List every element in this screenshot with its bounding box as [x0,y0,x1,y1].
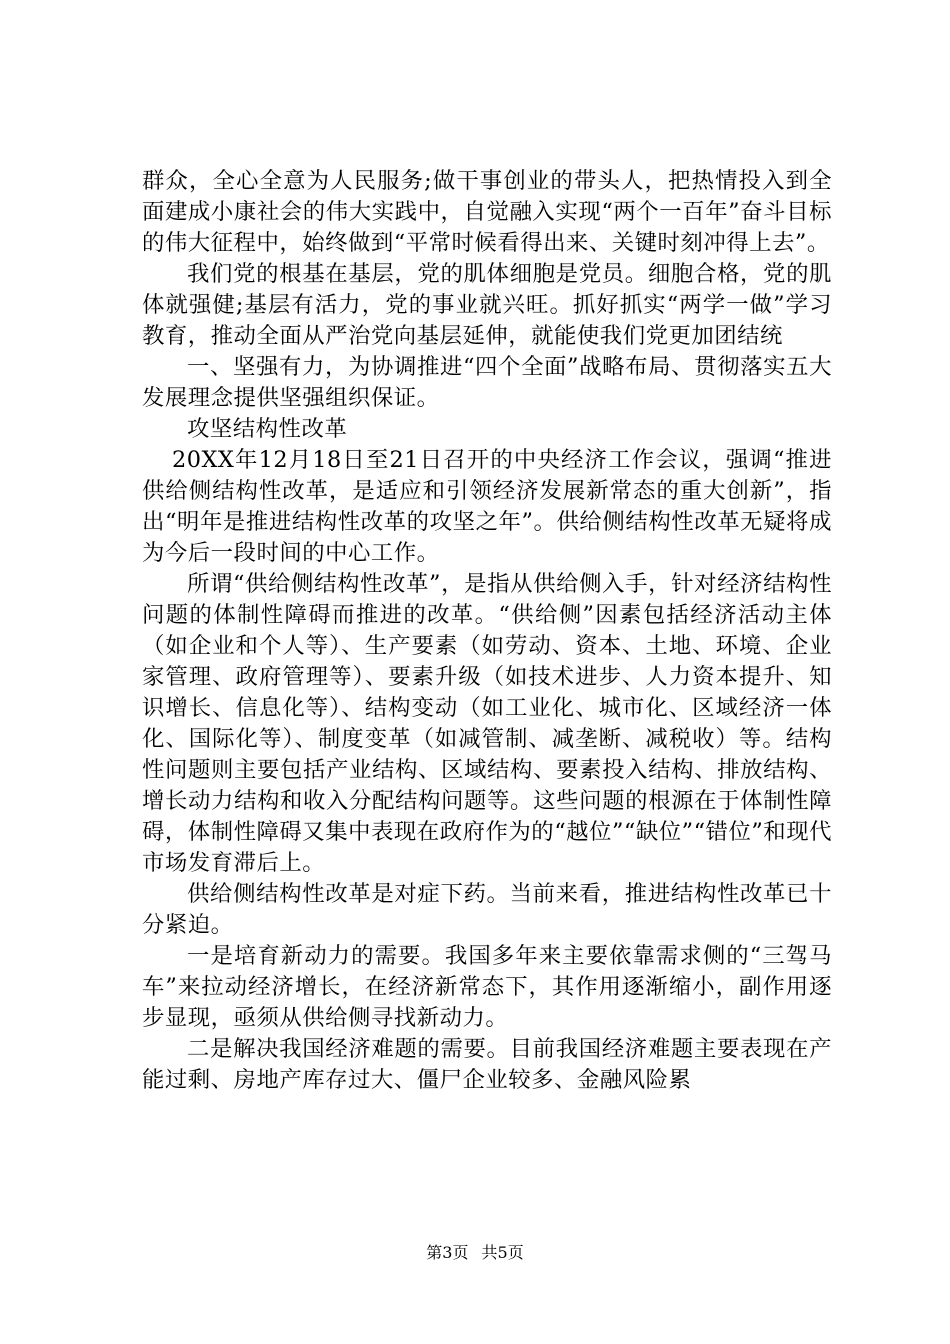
page-number: 第3页 [426,1243,469,1262]
paragraph-9: 二是解决我国经济难题的需要。目前我国经济难题主要表现在产能过剩、房地产库存过大、僵尸企业较多、金融风险累 [142,1036,832,1093]
page-footer [0,1243,950,1263]
paragraph-7: 供给侧结构性改革是对症下药。当前来看，推进结构性改革已十分紧迫。 [142,881,832,938]
paragraph-1: 群众，全心全意为人民服务;做干事创业的带头人，把热情投入到全面建成小康社会的伟大实践中，自觉融入实现“两个一百年”奋斗目标的伟大征程中，始终做到“平常时候看得出来、关键时刻冲得上去”。 [142,168,832,256]
section-heading: 攻坚结构性改革 [187,416,348,442]
paragraph-5: 20XX年12月18日至21日召开的中央经济工作会议，强调“推进供给侧结构性改革，是适应和引领经济发展新常态的重大创新”，指出“明年是推进结构性改革的攻坚之年”。供给侧结构性改革无疑将成为今后一段时间的中心工作。 [142,447,832,566]
page-total: 共5页 [481,1243,524,1262]
paragraph-3: 一、坚强有力，为协调推进“四个全面”战略布局、贯彻落实五大发展理念提供坚强组织保证。 [142,354,832,411]
paragraph-6: 所谓“供给侧结构性改革”，是指从供给侧入手，针对经济结构性问题的体制性障碍而推进的改革。“供给侧”因素包括经济活动主体（如企业和个人等）、生产要素（如劳动、资本、土地、环境、企业家管理、政府管理等）、要素升级（如技术进步、人力资本提升、知识增长、信息化等）、结构变动（如工业化、城市化、区域经济一体化、国际化等）、制度变革（如减管制、减垄断、减税收）等。结构性问题则主要包括产业结构、区域结构、要素投入结构、排放结构、增长动力结构和收入分配结构问题等。这些问题的根源在于体制性障碍，体制性障碍又集中表现在政府作为的“越位”“缺位”“错位”和现代市场发育滞后上。 [142,571,832,876]
paragraph-2: 我们党的根基在基层，党的肌体细胞是党员。细胞合格，党的肌体就强健;基层有活力，党的事业就兴旺。抓好抓实“两学一做”学习教育，推动全面从严治党向基层延伸，就能使我们党更加团结统 [142,261,832,349]
paragraph-8: 一是培育新动力的需要。我国多年来主要依靠需求侧的“三驾马车”来拉动经济增长，在经济新常态下，其作用逐渐缩小，副作用逐步显现，亟须从供给侧寻找新动力。 [142,943,832,1031]
document-body [142,166,832,1096]
